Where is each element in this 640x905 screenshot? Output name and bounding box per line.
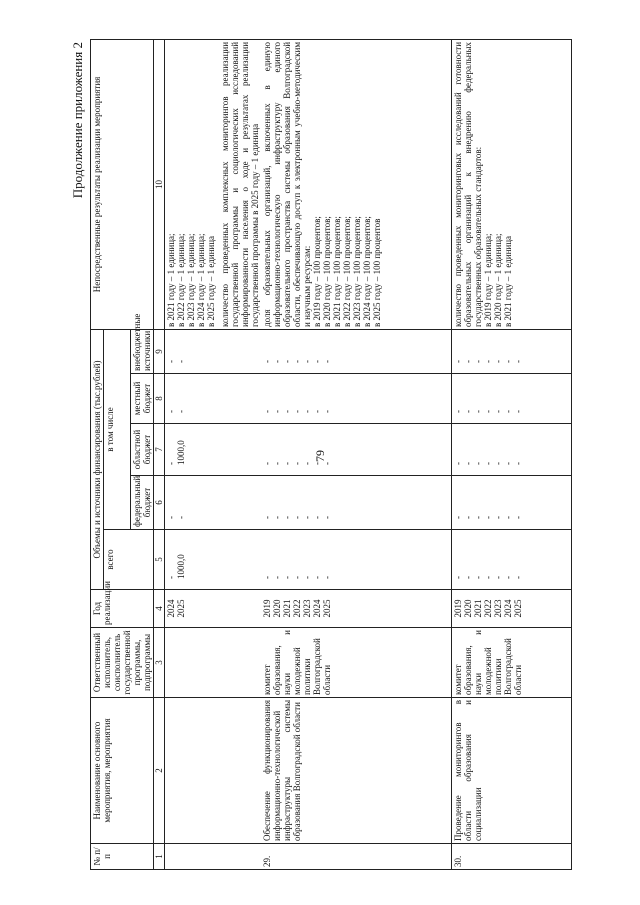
dash-cell: - (482, 516, 493, 519)
dash-cell: - (502, 462, 513, 465)
dash-cell: - (462, 410, 473, 413)
dash-cell: - (502, 516, 513, 519)
table-row (451, 39, 571, 869)
dash-cell: - (272, 360, 282, 363)
dash-cell: - (272, 410, 282, 413)
result-line: в 2021 году – 100 процентов; (332, 216, 342, 327)
dash-cell: - (292, 410, 302, 413)
header-num: № п/п (91, 844, 154, 870)
result-text: количество проведенных комплексных мониторингов реализации государственной программы и социологических исследований информированности населения о ходе и результатах реализации государственной программы в 2025 году – 1 единица (220, 41, 260, 327)
dash-cell: - (262, 516, 272, 519)
activity-name: Проведение мониторингов в области образования и социализации (451, 698, 571, 844)
dash-cell: - (492, 516, 503, 519)
dash-cell: - (322, 410, 332, 413)
header-name: Наименование основного мероприятия, мероприятия (91, 698, 154, 844)
dash-cell: - (492, 462, 503, 465)
result-line: в 2020 году – 100 процентов; (322, 216, 332, 327)
total-cell: - (166, 576, 176, 579)
dash-cell: - (502, 410, 513, 413)
result-line: в 2024 году – 1 единица; (196, 233, 206, 327)
dash-cell: - (452, 462, 463, 465)
year-cell: 2021 (282, 599, 292, 618)
dash-cell: - (462, 462, 473, 465)
table-row (165, 39, 262, 869)
dash-cell: - (512, 576, 523, 579)
dash-cell: - (312, 360, 322, 363)
year-cell: 2025 (176, 599, 186, 618)
executor-name: комитет образования, науки и молодежной политики Волгоградской области (451, 628, 571, 698)
dash-cell: - (492, 410, 503, 413)
header-including: в том числе (104, 329, 131, 529)
federal-cell: - (166, 516, 176, 519)
row-number: 30. (451, 844, 571, 870)
program-activities-table (90, 39, 572, 870)
dash-cell: - (472, 410, 483, 413)
dash-cell: - (322, 360, 332, 363)
continuation-title: Продолжение приложения 2 (70, 42, 85, 199)
dash-cell: - (282, 576, 292, 579)
dash-cell: - (302, 360, 312, 363)
dash-cell: - (482, 462, 493, 465)
dash-cell: - (282, 410, 292, 413)
table-row (261, 39, 451, 869)
dash-cell: - (312, 410, 322, 413)
dash-cell: - (302, 410, 312, 413)
dash-cell: - (292, 576, 302, 579)
dash-cell: - (472, 462, 483, 465)
dash-cell: - (282, 516, 292, 519)
year-cell: 2022 (292, 599, 302, 618)
dash-cell: - (302, 462, 312, 465)
local-cell: - (166, 410, 176, 413)
header-executor: Ответственный исполнитель, соисполнитель государственной программы, подпрограммы (91, 628, 154, 698)
dash-cell: - (452, 360, 463, 363)
result-line: в 2023 году – 100 процентов; (352, 216, 362, 327)
year-cell: 2023 (492, 599, 503, 618)
dash-cell: - (272, 462, 282, 465)
col-number: 3 (154, 628, 165, 698)
result-intro: доля образовательных организаций, включенных в единую информационно-технологическую инфраструктуру единого образовательного пространства системы образования Волгоградской области, обеспечивающую доступ к электронным учебно-методическим и научным ресурсам: (262, 41, 312, 327)
year-cell: 2021 (472, 599, 483, 618)
executor-name: комитет образования, науки и молодежной политики Волгоградской области (261, 628, 451, 698)
dash-cell: - (292, 360, 302, 363)
year-cell: 2024 (502, 599, 513, 618)
dash-cell: - (322, 516, 332, 519)
header-regional: областной бюджет (131, 424, 154, 476)
result-line: в 2021 году – 1 единица (502, 235, 513, 327)
dash-cell: - (272, 576, 282, 579)
col-number: 1 (154, 844, 165, 870)
dash-cell: - (482, 360, 493, 363)
year-cell: 2022 (482, 599, 493, 618)
dash-cell: - (472, 576, 483, 579)
result-line: в 2025 году – 100 процентов (372, 218, 382, 327)
result-line: в 2021 году – 1 единица; (166, 233, 176, 327)
dash-cell: - (462, 516, 473, 519)
dash-cell: - (282, 360, 292, 363)
dash-cell: - (282, 462, 292, 465)
dash-cell: - (472, 516, 483, 519)
dash-cell: - (472, 360, 483, 363)
dash-cell: - (512, 360, 523, 363)
dash-cell: - (312, 462, 322, 465)
result-line: в 2022 году – 1 единица; (176, 233, 186, 327)
col-number: 5 (154, 530, 165, 590)
dash-cell: - (512, 462, 523, 465)
dash-cell: - (492, 360, 503, 363)
header-total: всего (104, 530, 154, 590)
dash-cell: - (262, 360, 272, 363)
dash-cell: - (262, 576, 272, 579)
col-number: 8 (154, 374, 165, 424)
col-number: 7 (154, 424, 165, 476)
rotated-sheet (70, 40, 610, 870)
year-cell: 2020 (462, 599, 473, 618)
year-cell: 2025 (512, 599, 523, 618)
year-cell: 2020 (272, 599, 282, 618)
dash-cell: - (452, 516, 463, 519)
col-number: 9 (154, 329, 165, 373)
dash-cell: - (452, 576, 463, 579)
dash-cell: - (262, 462, 272, 465)
header-year: Год реализации (91, 590, 154, 628)
dash-cell: - (512, 410, 523, 413)
result-line: в 2024 году – 100 процентов; (362, 216, 372, 327)
col-number: 6 (154, 476, 165, 530)
dash-cell: - (502, 360, 513, 363)
local-cell: - (176, 410, 186, 413)
federal-cell: - (176, 516, 186, 519)
header-financing: Объемы и источники финансирования (тыс.рублей) (91, 329, 104, 589)
dash-cell: - (322, 576, 332, 579)
year-cell: 2024 (312, 599, 322, 618)
dash-cell: - (312, 576, 322, 579)
year-cell: 2025 (322, 599, 332, 618)
header-results: Непосредственные результаты реализации мероприятия (91, 39, 154, 329)
dash-cell: - (312, 516, 322, 519)
dash-cell: - (292, 462, 302, 465)
result-line: в 2025 году – 1 единица (206, 235, 216, 327)
dash-cell: - (292, 516, 302, 519)
regional-cell: 1000,0 (176, 440, 186, 465)
dash-cell: - (452, 410, 463, 413)
result-line: в 2023 году – 1 единица; (186, 233, 196, 327)
result-line: в 2022 году – 100 процентов; (342, 216, 352, 327)
dash-cell: - (502, 576, 513, 579)
result-intro: количество проведенных мониторинговых исследований готовности образовательных организаций к внедрению федеральных государственных образовательных стандартов: (452, 41, 483, 327)
activity-name: Обеспечение функционирования информационно-технологической инфраструктуры системы образования Волгоградской области (261, 698, 451, 844)
regional-cell: - (166, 462, 176, 465)
dash-cell: - (462, 360, 473, 363)
dash-cell: - (262, 410, 272, 413)
year-cell: 2023 (302, 599, 312, 618)
offbudget-cell: - (176, 360, 186, 363)
page-number: 79 (313, 450, 327, 462)
result-line: в 2020 году – 1 единица; (492, 233, 503, 327)
dash-cell: - (272, 516, 282, 519)
header-federal: федеральный бюджет (131, 476, 154, 530)
dash-cell: - (322, 462, 332, 465)
total-cell: 1000,0 (176, 554, 186, 579)
col-number: 10 (154, 39, 165, 329)
header-local: местный бюджет (131, 374, 154, 424)
result-line: в 2019 году – 1 единица; (482, 233, 493, 327)
year-cell: 2019 (262, 599, 272, 618)
year-cell: 2024 (166, 599, 176, 618)
dash-cell: - (512, 516, 523, 519)
dash-cell: - (302, 576, 312, 579)
result-line: в 2019 году – 100 процентов; (312, 216, 322, 327)
dash-cell: - (482, 576, 493, 579)
dash-cell: - (462, 576, 473, 579)
col-number: 4 (154, 590, 165, 628)
col-number: 2 (154, 698, 165, 844)
offbudget-cell: - (166, 360, 176, 363)
year-cell: 2019 (452, 599, 463, 618)
header-offbudget: внебюджетные источники (131, 329, 154, 373)
dash-cell: - (492, 576, 503, 579)
row-number: 29. (261, 844, 451, 870)
dash-cell: - (302, 516, 312, 519)
dash-cell: - (482, 410, 493, 413)
